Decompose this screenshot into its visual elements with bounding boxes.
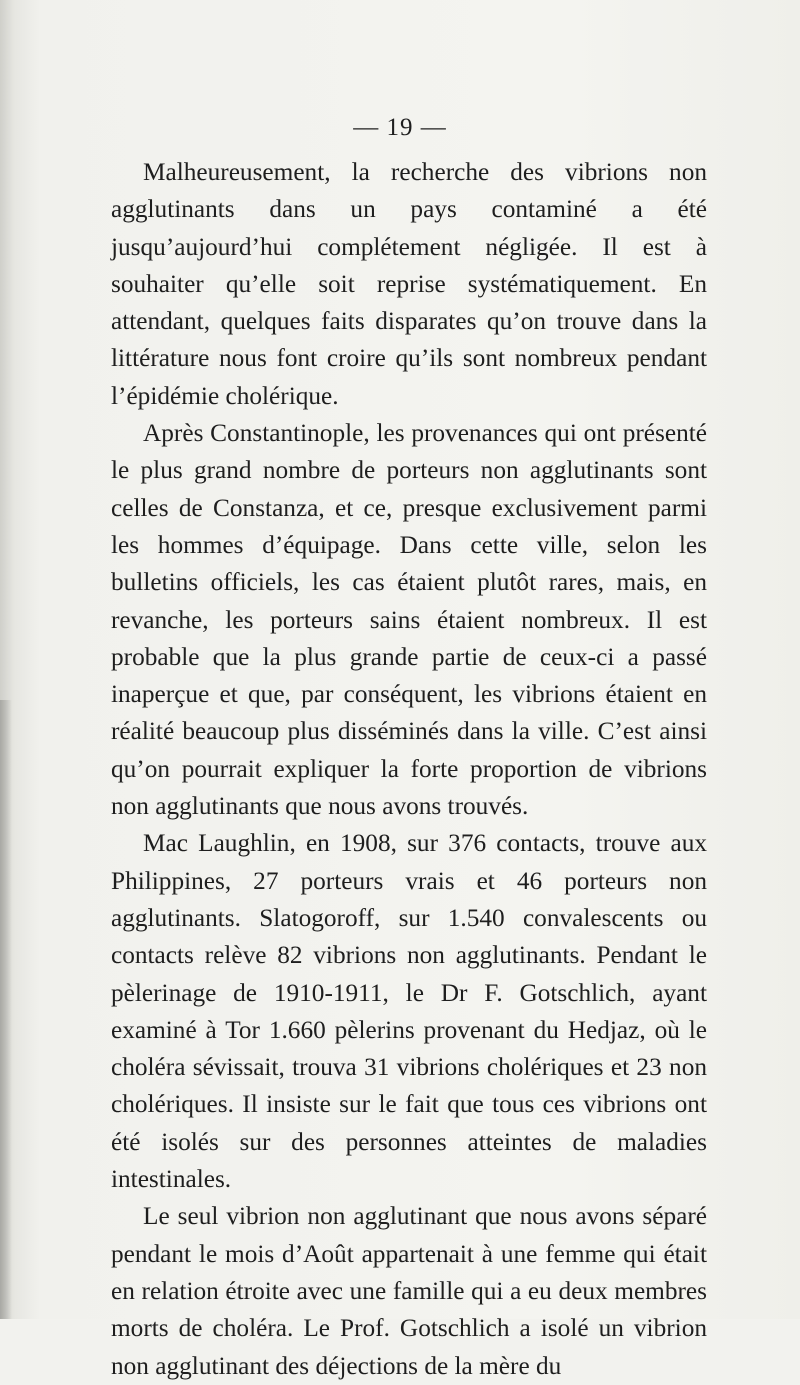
body-text	[111, 154, 707, 1385]
paragraph-2: Après Constantinople, les provenances qui ont présenté le plus grand nombre de porteurs non agglutinants sont celles de Constanza, et ce, presque exclusivement parmi les hommes d’équipage. Dans cette ville, selon les bulletins officiels, les cas étaient plutôt rares, mais, en revanche, les porteurs sains étaient nombreux. Il est probable que la plus grande partie de ceux-ci a passé inaperçue et que, par conséquent, les vibrions étaient en réalité beaucoup plus disséminés dans la ville. C’est ainsi qu’on pourrait expliquer la forte proportion de vibrions non agglutinants que nous avons trouvés.	[111, 419, 707, 821]
page-number: — 19 —	[353, 114, 447, 141]
paragraph-3: Mac Laughlin, en 1908, sur 376 contacts, trouve aux Philippines, 27 porteurs vrais et 46 porteurs non agglutinants. Slatogoroff, sur 1.540 convalescents ou contacts relève 82 vibrions non agglutinants. Pendant le pèlerinage de 1910-1911, le Dr F. Gotschlich, ayant examiné à Tor 1.660 pèlerins provenant du Hedjaz, où le choléra sévissait, trouva 31 vibrions cholériques et 23 non cholériques. Il insiste sur le fait que tous ces vibrions ont été isolés sur des personnes atteintes de maladies intestinales.	[111, 829, 707, 1194]
binding-shadow	[0, 700, 12, 1319]
paragraph-4: Le seul vibrion non agglutinant que nous avons séparé pendant le mois d’Août appartenait à une femme qui était en relation étroite avec une famille qui a eu deux membres morts de choléra. Le Prof. Gotschlich a isolé un vibrion non agglutinant des déjections de la mère du	[111, 1202, 707, 1380]
paragraph-1: Malheureusement, la recherche des vibrions non agglutinants dans un pays contaminé a été jusqu’aujourd’hui complétement négligée. Il est à souhaiter qu’elle soit reprise systématiquement. En attendant, quelques faits disparates qu’on trouve dans la littérature nous font croire qu’ils sont nombreux pendant l’épidémie cholérique.	[111, 158, 707, 410]
